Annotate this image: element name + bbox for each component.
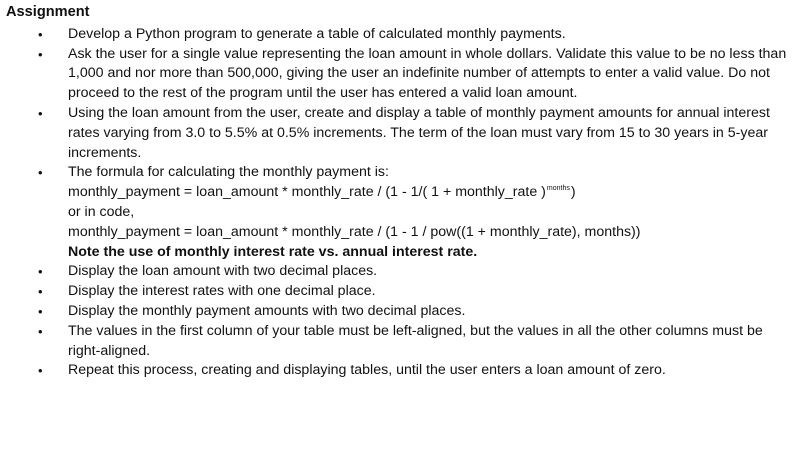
code-intro: or in code, (68, 203, 135, 220)
bullet-icon: • (38, 165, 43, 181)
item-text: Using the loan amount from the user, create and display a table of monthly payment amounts for annual interest rates varying from 3.0 to 5.5% at 0.5% increments. The term of the loan must vary from 15 to 30 years in 5-year increments. (68, 104, 770, 161)
bullet-icon: • (38, 363, 43, 379)
list-item (6, 282, 810, 302)
list-item (6, 104, 810, 163)
bullet-icon: • (38, 284, 43, 300)
formula-exponent: months (546, 185, 570, 193)
formula-intro: The formula for calculating the monthly payment is: (68, 164, 389, 181)
item-text: Ask the user for a single value representing the loan amount in whole dollars. Validate this value to be no less than 1,000 and nor more than 500,000, giving the user an indefinite number of attempts to enter a valid value. Do not proceed to the rest of the program until the user has entered a valid loan amount. (68, 45, 787, 102)
item-text: Display the monthly payment amounts with two decimal places. (68, 302, 466, 319)
bullet-icon: • (38, 105, 43, 121)
list-item (6, 45, 810, 104)
list-item (6, 302, 810, 322)
item-text: The values in the first column of your table must be left-aligned, but the values in all the other columns must be right-aligned. (68, 322, 763, 359)
item-text: Display the interest rates with one decimal place. (68, 283, 376, 300)
bullet-icon: • (38, 323, 43, 339)
bullet-icon: • (38, 46, 43, 62)
bullet-icon: • (38, 303, 43, 319)
list-item (6, 262, 810, 282)
list-item (6, 322, 810, 362)
list-item (6, 361, 810, 381)
item-text: Display the loan amount with two decimal places. (68, 263, 378, 280)
assignment-title: Assignment (6, 4, 90, 20)
item-text: Repeat this process, creating and displaying tables, until the user enters a loan amount of zero. (68, 362, 666, 379)
code-formula: monthly_payment = loan_amount * monthly_rate / (1 - 1 / pow((1 + monthly_rate), months)) (68, 223, 641, 240)
list-item (6, 25, 810, 45)
bullet-icon: • (38, 26, 43, 42)
item-text: Develop a Python program to generate a table of calculated monthly payments. (68, 25, 566, 42)
requirements-list (6, 25, 810, 381)
list-item-formula (6, 163, 810, 262)
bullet-icon: • (38, 264, 43, 280)
formula-end: ) (570, 184, 576, 201)
formula-start: monthly_payment = loan_amount * monthly_rate / (1 - 1/( 1 + monthly_rate ) (68, 184, 546, 201)
rate-note: Note the use of monthly interest rate vs. annual interest rate. (68, 243, 478, 260)
formula-line (68, 183, 792, 203)
